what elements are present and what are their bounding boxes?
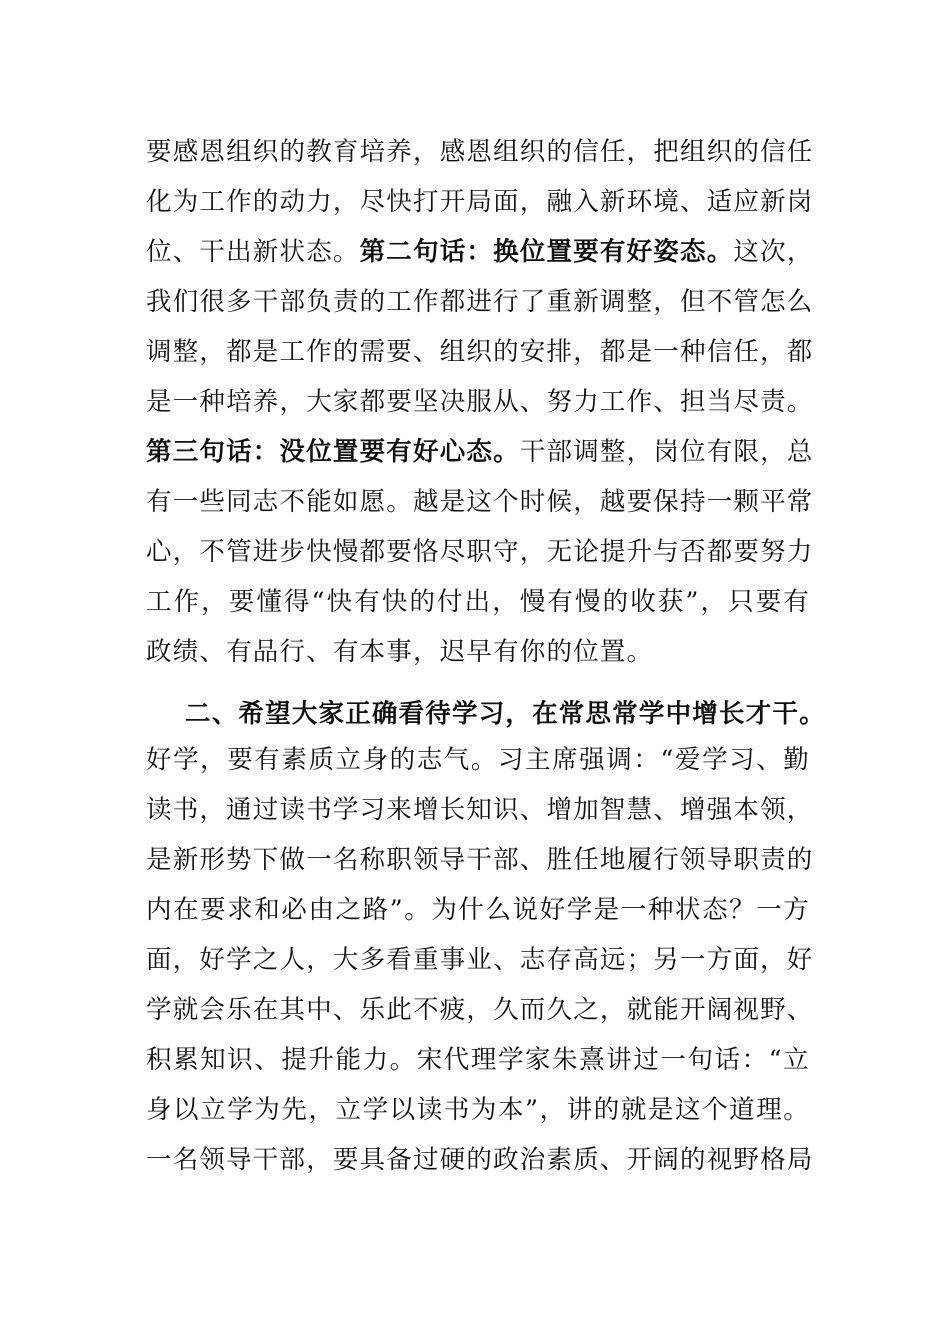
text-line: 化为工作的动力，尽快打开局面，融入新环境、适应新岗 bbox=[146, 187, 814, 217]
bold-run: 第二句话：换位置要有好姿态。 bbox=[359, 237, 734, 267]
text-line bbox=[146, 235, 814, 269]
text-line: 是新形势下做一名称职领导干部、胜任地履行领导职责的 bbox=[146, 845, 814, 875]
text-line: 面，好学之人，大多看重事业、志存高远；另一方面，好 bbox=[146, 945, 814, 975]
text-line: 积累知识、提升能力。宋代理学家朱熹讲过一句话：“立 bbox=[146, 1045, 810, 1075]
text-line: 心，不管进步快慢都要恪尽职守，无论提升与否都要努力 bbox=[146, 537, 814, 567]
text-line: 政绩、有品行、有本事，迟早有你的位置。 bbox=[146, 637, 654, 667]
text-line: 一名领导干部，要具备过硬的政治素质、开阔的视野格局 bbox=[146, 1145, 814, 1175]
bold-run: 第三句话：没位置要有好心态。 bbox=[146, 437, 520, 467]
text-line: 内在要求和必由之路”。为什么说好学是一种状态？一方 bbox=[146, 895, 810, 925]
text-line bbox=[146, 435, 814, 469]
text-line: 工作，要懂得“快有快的付出，慢有慢的收获”，只要有 bbox=[146, 587, 810, 617]
text-line: 是一种培养，大家都要坚决服从、努力工作、担当尽责。 bbox=[146, 387, 814, 417]
text-run: 位、干出新状态。 bbox=[146, 237, 360, 267]
text-line: 要感恩组织的教育培养，感恩组织的信任，把组织的信任 bbox=[146, 137, 814, 167]
section-heading: 二、希望大家正确看待学习，在常思常学中增长才干。 bbox=[185, 699, 826, 729]
text-line: 有一些同志不能如愿。越是这个时候，越要保持一颗平常 bbox=[146, 487, 814, 517]
text-line: 我们很多干部负责的工作都进行了重新调整，但不管怎么 bbox=[146, 287, 814, 317]
text-line: 调整，都是工作的需要、组织的安排，都是一种信任，都 bbox=[146, 337, 814, 367]
text-line: 学就会乐在其中、乐此不疲，久而久之，就能开阔视野、 bbox=[146, 995, 814, 1025]
text-line: 读书，通过读书学习来增长知识、增加智慧、增强本领， bbox=[146, 795, 814, 825]
text-line: 身以立学为先，立学以读书为本”，讲的就是这个道理。 bbox=[146, 1095, 810, 1125]
text-run: 这次， bbox=[733, 237, 814, 267]
text-run: 干部调整，岗位有限，总 bbox=[519, 437, 814, 467]
text-line: 好学，要有素质立身的志气。习主席强调：“爱学习、勤 bbox=[146, 745, 810, 775]
